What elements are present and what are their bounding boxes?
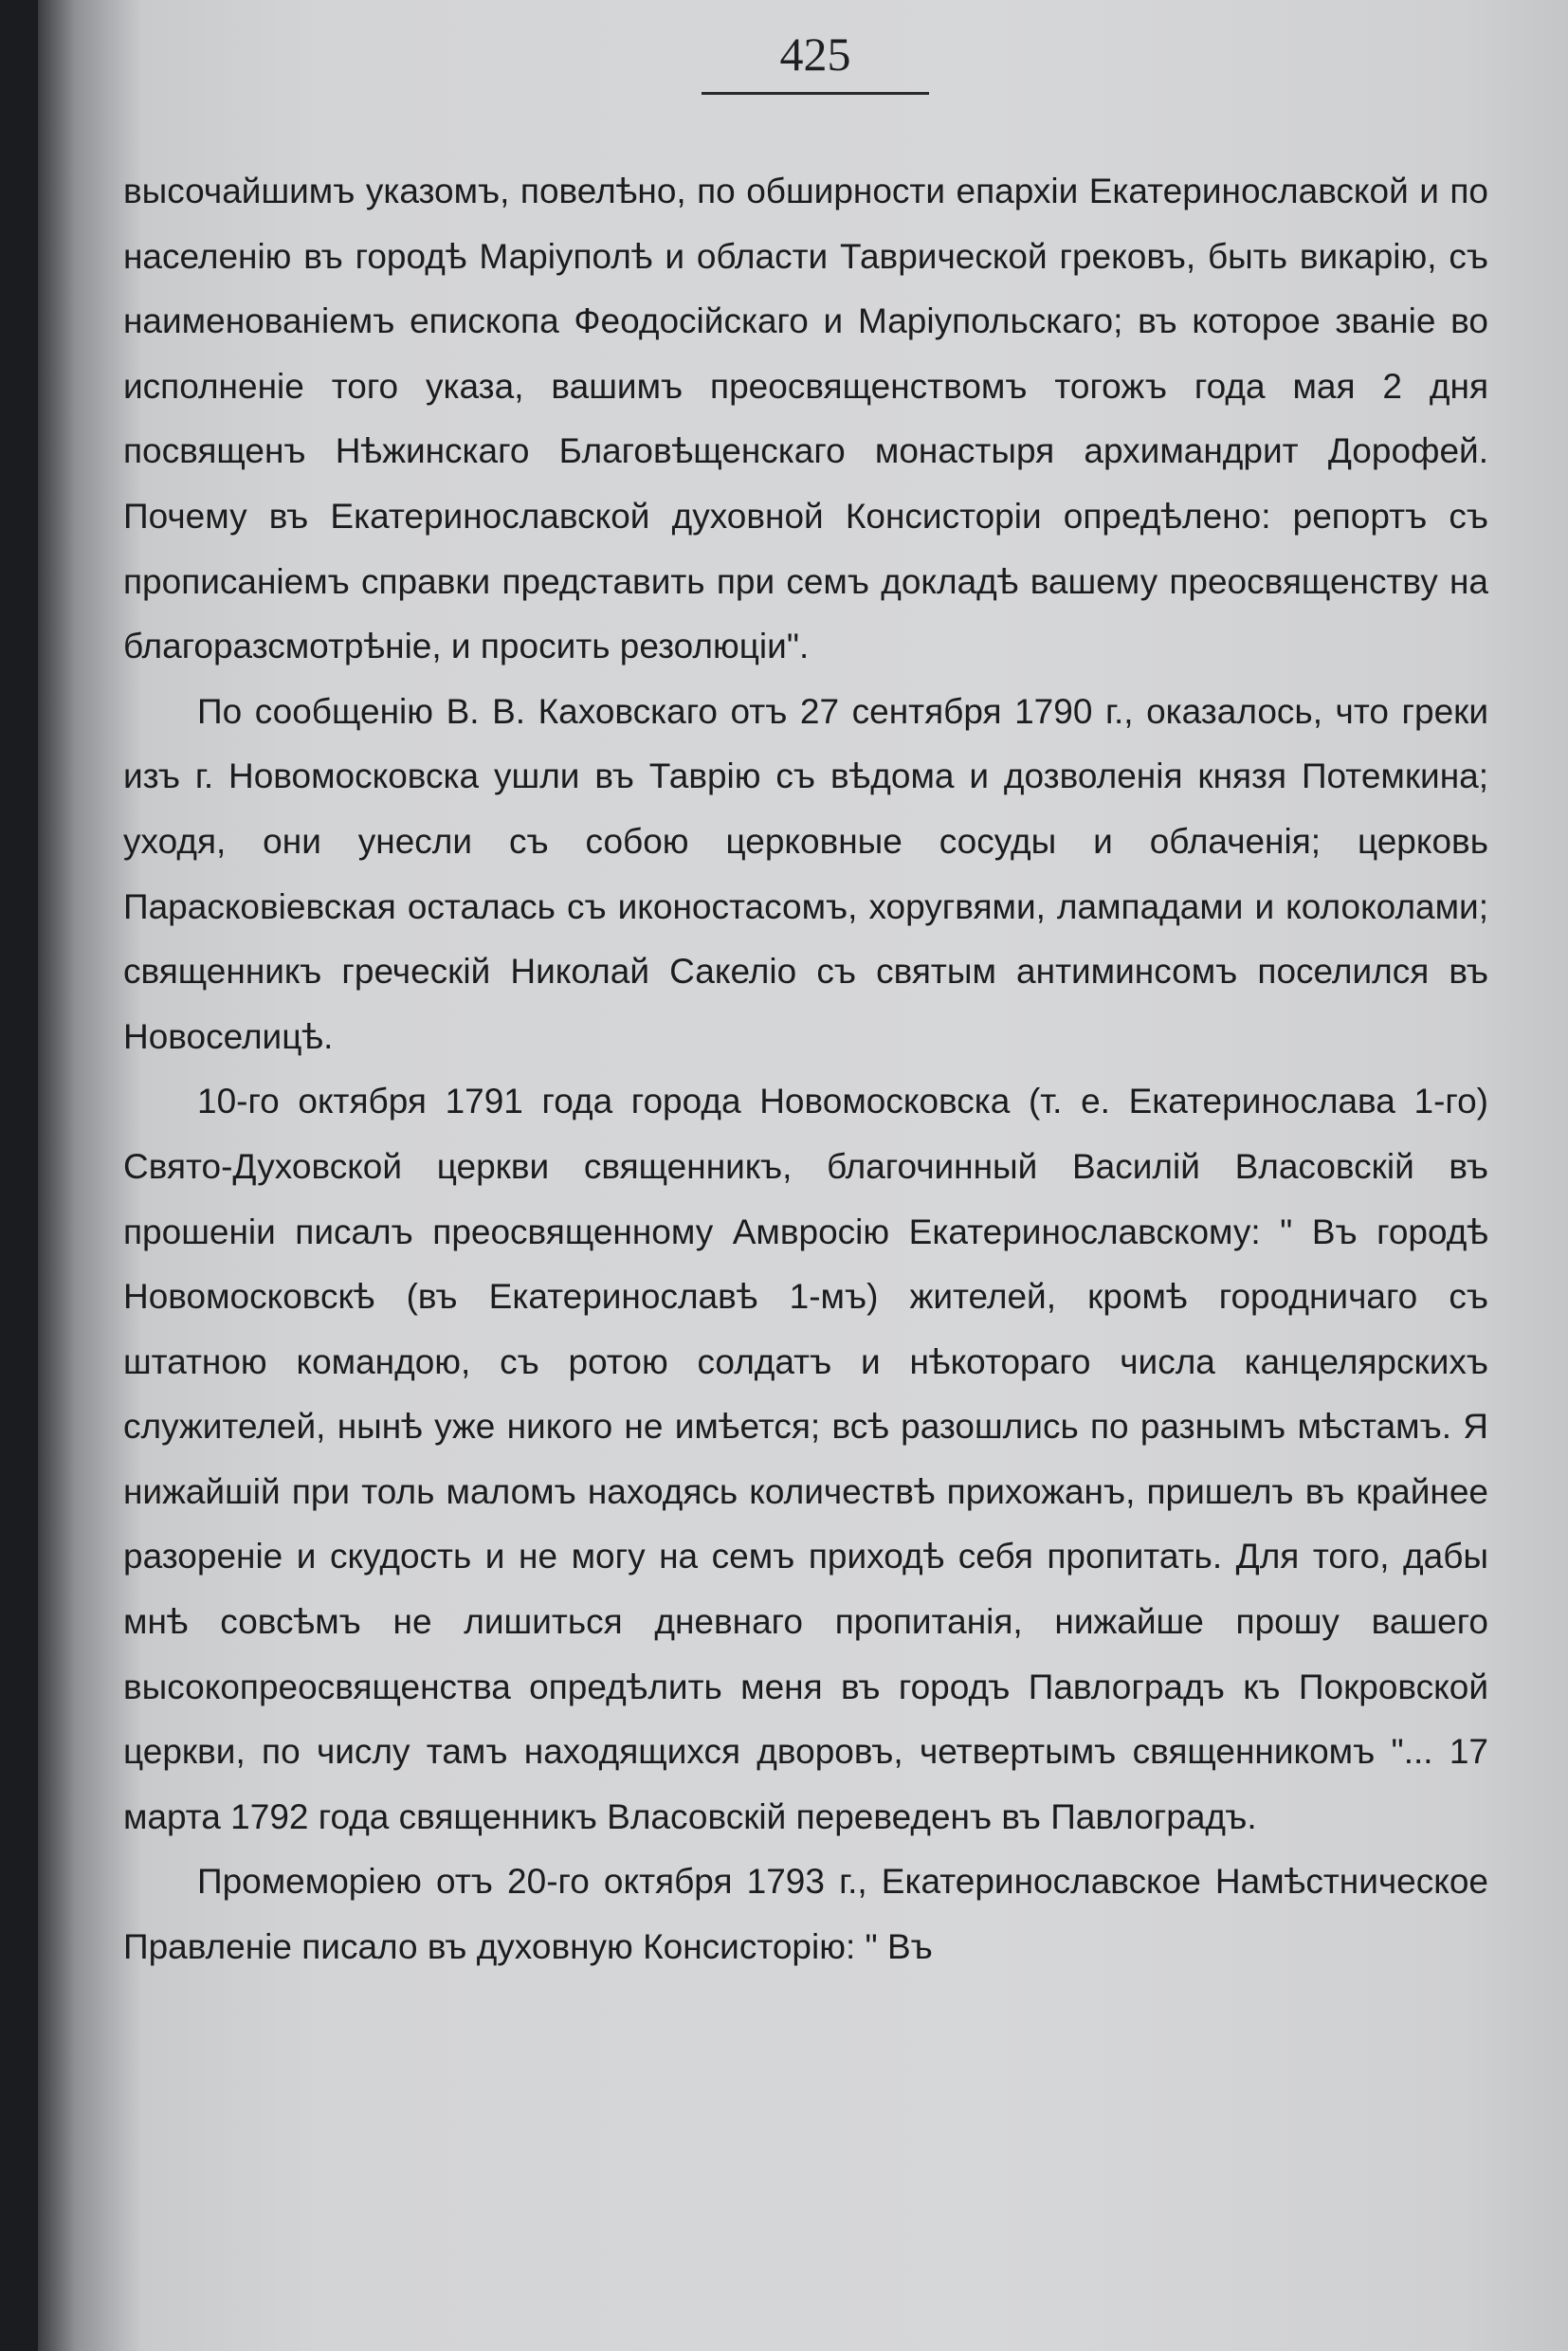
body-text [123,159,1488,1980]
paragraph-vlasovsky-petition: 10-го октября 1791 года города Новомосковска (т. е. Екатеринослава 1-го) Свято-Духовской церкви священникъ, благочинный Василій Власовскій въ прошеніи писалъ преосвященному Амвросію Екатеринославскому: " Въ городѣ Новомосковскѣ (въ Екатеринославѣ 1-мъ) жителей, кромѣ городничаго съ штатною командою, съ ротою солдатъ и нѣкотораго числа канцелярскихъ служителей, нынѣ уже никого не имѣется; всѣ разошлись по разнымъ мѣстамъ. Я нижайшій при толь маломъ находясь количествѣ прихожанъ, пришелъ въ крайнее разореніе и скудость и не могу на семъ приходѣ себя пропитать. Для того, дабы мнѣ совсѣмъ не лишиться дневнаго пропитанія, нижайше прошу вашего высокопреосвященства опредѣлить меня въ городъ Павлоградъ къ Покровской церкви, по числу тамъ находящихся дворовъ, четвертымъ священникомъ "... 17 марта 1792 года священникъ Власовскій переведенъ въ Павлоградъ. [123,1082,1488,1836]
paragraph-promemoria: Промеморіею отъ 20-го октября 1793 г., Екатеринославское Намѣстническое Правленіе писало въ духовную Консисторію: " Въ [123,1862,1488,1967]
page-number: 425 [779,27,851,81]
paragraph-kakhovsky-report: По сообщенію В. В. Каховскаго отъ 27 сентября 1790 г., оказалось, что греки изъ г. Новомосковска ушли въ Таврію съ вѣдома и дозволенія князя Потемкина; уходя, они унесли съ собою церковные сосуды и облаченія; церковь Парасковіевская осталась съ иконостасомъ, хоругвями, лампадами и колоколами; священникъ греческій Николай Сакеліо съ святым антиминсомъ поселился въ Новоселицѣ. [123,691,1488,1056]
paragraph-continued: высочайшимъ указомъ, повелѣно, по обширности епархіи Екатеринославской и по населенію въ городѣ Маріуполѣ и области Таврической грековъ, быть викарію, съ наименованіемъ епископа Феодосійскаго и Маріупольскаго; въ которое званіе во исполненіе того указа, вашимъ преосвященствомъ тогожъ года мая 2 дня посвященъ Нѣжинскаго Благовѣщенскаго монастыря архимандрит Дорофей. Почему въ Екатеринославской духовной Консисторіи опредѣлено: репортъ съ прописаніемъ справки представить при семъ докладѣ вашему преосвященству на благоразсмотрѣніе, и просить резолюціи". [123,172,1488,666]
page-number-rule [702,92,929,95]
book-page [38,0,1568,2351]
